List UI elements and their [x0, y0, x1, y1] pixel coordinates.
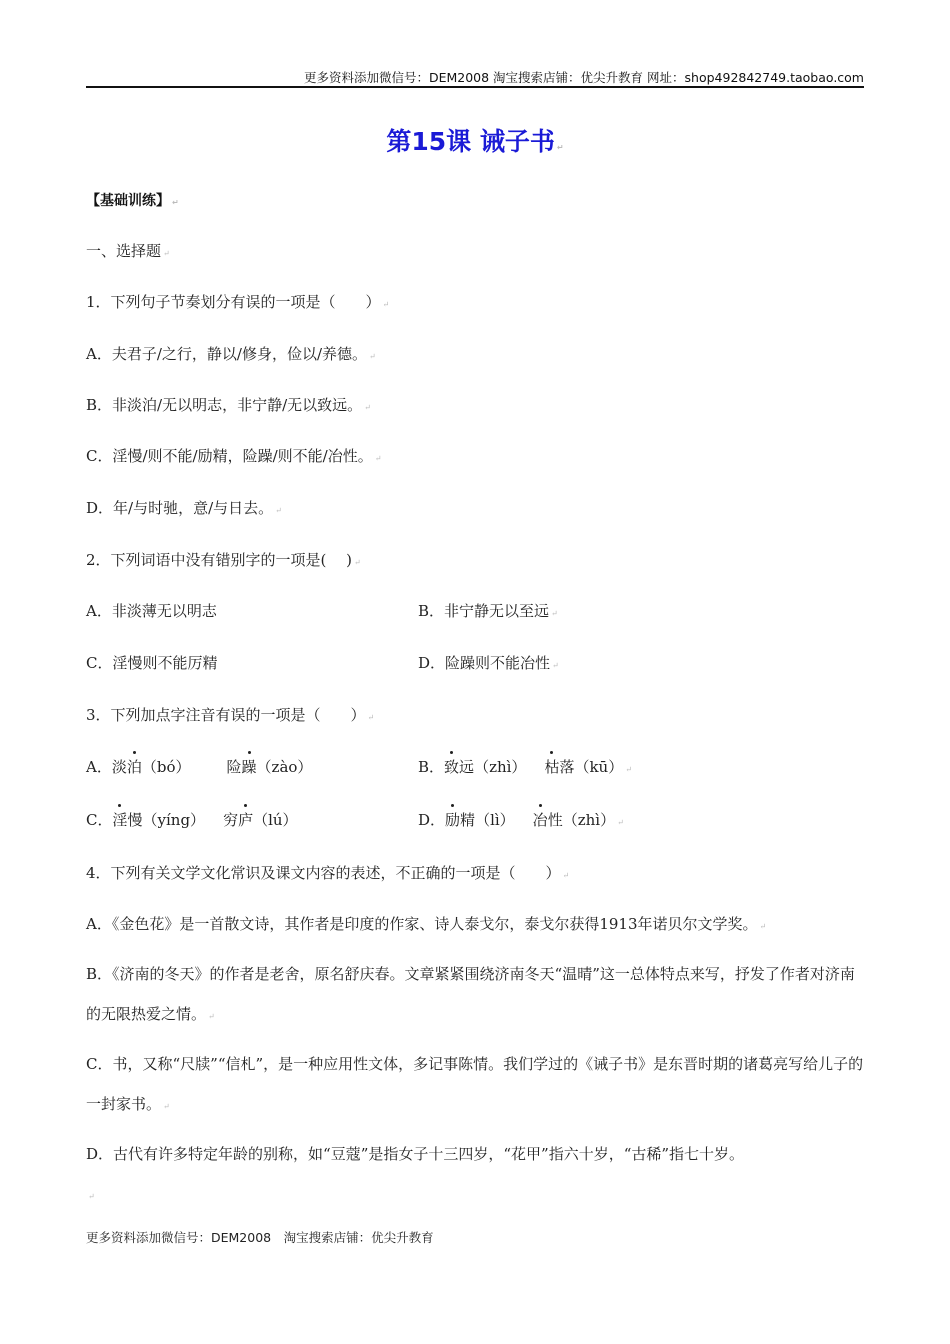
emphasis-dot-char: 冶 [532, 811, 548, 829]
question-4-option-b: B．《济南的冬天》的作者是老舍，原名舒庆春。文章紧紧围绕济南冬天“温晴”这一总体特点来写，抒发了作者对济南的无限热爱之情。 ↵ [86, 965, 855, 1023]
question-2-option-d: D．险躁则不能冶性 ↵ [418, 654, 559, 672]
header-divider [86, 86, 864, 88]
question-1-option-c: C．淫慢/则不能/励精，险躁/则不能/冶性。 ↵ [86, 447, 382, 465]
page-footer: 更多资料添加微信号：DEM2008 淘宝搜索店铺：优尖升教育 [86, 1230, 434, 1245]
part-label: 一、选择题 ↵ [86, 242, 170, 260]
emphasis-dot-char: 庐 [238, 811, 254, 829]
page-title: 第15课 诫子书 ↵ [386, 127, 564, 156]
emphasis-dot-char: 枯 [544, 758, 560, 776]
section-label: 【基础训练】 ↵ [86, 193, 179, 209]
emphasis-dot-char: 励 [445, 811, 461, 829]
question-1-option-b: B．非淡泊/无以明志，非宁静/无以致远。 ↵ [86, 396, 371, 414]
page-header: 更多资料添加微信号：DEM2008 淘宝搜索店铺：优尖升教育 网址：shop492842749.taobao.com [303, 70, 864, 85]
emphasis-dot-char: 躁 [241, 758, 257, 776]
question-3-option-c: C．淫慢（yíng） 穷庐（lú） [86, 811, 298, 829]
emphasis-dot-char: 泊 [126, 758, 142, 776]
question-4-stem: 4．下列有关文学文化常识及课文内容的表述，不正确的一项是（ ） ↵ [86, 864, 570, 882]
question-2-option-a: A．非淡薄无以明志 [86, 602, 217, 620]
question-2-option-b: B．非宁静无以至远 ↵ [418, 602, 558, 620]
question-3-stem: 3．下列加点字注音有误的一项是（ ） ↵ [86, 706, 375, 724]
emphasis-dot-char: 淫 [112, 811, 128, 829]
question-1-option-d: D．年/与时驰，意/与日去。 ↵ [86, 499, 282, 517]
question-2-option-c: C．淫慢则不能厉精 [86, 654, 218, 672]
question-4-option-a: A．《金色花》是一首散文诗，其作者是印度的作家、诗人泰戈尔，泰戈尔获得1913年诺贝尔文学奖。 ↵ [86, 915, 767, 933]
question-2-stem: 2．下列词语中没有错别字的一项是( ) ↵ [86, 551, 361, 569]
question-4-option-d: D．古代有许多特定年龄的别称，如“豆蔻”是指女子十三四岁，“花甲”指六十岁，“古稀”指七十岁。 ↵ [86, 1145, 745, 1201]
question-1-stem: 1．下列句子节奏划分有误的一项是（ ） ↵ [86, 293, 390, 311]
question-4-option-c: C．书，又称“尺牍”“信札”，是一种应用性文体，多记事陈情。我们学过的《诫子书》是东晋时期的诸葛亮写给儿子的一封家书。 ↵ [86, 1055, 864, 1113]
question-3-option-b: B．致远（zhì） 枯落（kū） ↵ [418, 758, 632, 776]
emphasis-dot-char: 致 [444, 758, 460, 776]
question-1-option-a: A．夫君子/之行，静以/修身，俭以/养德。 ↵ [86, 345, 376, 363]
question-3-option-d: D．励精（lì） 冶性（zhì） ↵ [418, 811, 624, 829]
question-3-option-a: A．淡泊（bó） 险躁（zào） [86, 758, 313, 776]
paragraph-mark: ↵ [556, 143, 564, 152]
